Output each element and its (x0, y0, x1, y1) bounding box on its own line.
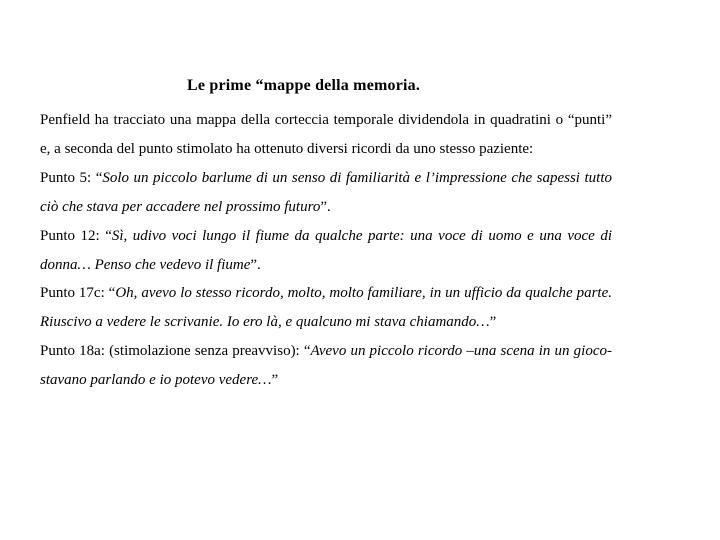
entry-punto-5 (40, 164, 612, 222)
close-quote: ”. (250, 256, 261, 273)
close-quote: ” (489, 314, 497, 331)
entry-label: Punto 18a: (stimolazione senza preavviso): (40, 343, 304, 360)
entry-quote: Avevo un piccolo ricordo –una scena in un gioco- stavano parlando e io potevo vedere… (40, 343, 612, 389)
document-body (40, 106, 612, 395)
open-quote: “ (303, 343, 311, 360)
close-quote: ” (271, 372, 279, 389)
entry-punto-12 (40, 222, 612, 280)
entry-quote: Solo un piccolo barlume di un senso di familiarità e l’impressione che sapessi tutto ciò che stava per accadere nel prossimo futuro (40, 169, 612, 215)
open-quote: “ (95, 169, 103, 186)
entry-quote: Sì, udivo voci lungo il fiume da qualche parte: una voce di uomo e una voce di donna… Penso che vedevo il fiume (40, 227, 612, 273)
page-title: Le prime “mappe della memoria. (187, 77, 421, 94)
entry-quote: Oh, avevo lo stesso ricordo, molto, molto familiare, in un ufficio da qualche parte. Riuscivo a vedere le scrivanie. Io ero là, e qualcuno mi stava chiamando… (40, 285, 613, 331)
intro-paragraph: Penfield ha tracciato una mappa della corteccia temporale dividendola in quadratini o “punti” e, a seconda del punto stimolato ha ottenuto diversi ricordi da uno stesso paziente: (40, 112, 612, 157)
entry-label: Punto 5: (40, 169, 96, 186)
entry-label: Punto 12: (40, 227, 106, 244)
entry-punto-17c (40, 279, 612, 337)
open-quote: “ (105, 227, 112, 244)
entry-punto-18a (40, 337, 612, 395)
close-quote: ”. (320, 198, 331, 215)
entry-label: Punto 17c: (40, 285, 109, 302)
open-quote: “ (108, 285, 116, 302)
